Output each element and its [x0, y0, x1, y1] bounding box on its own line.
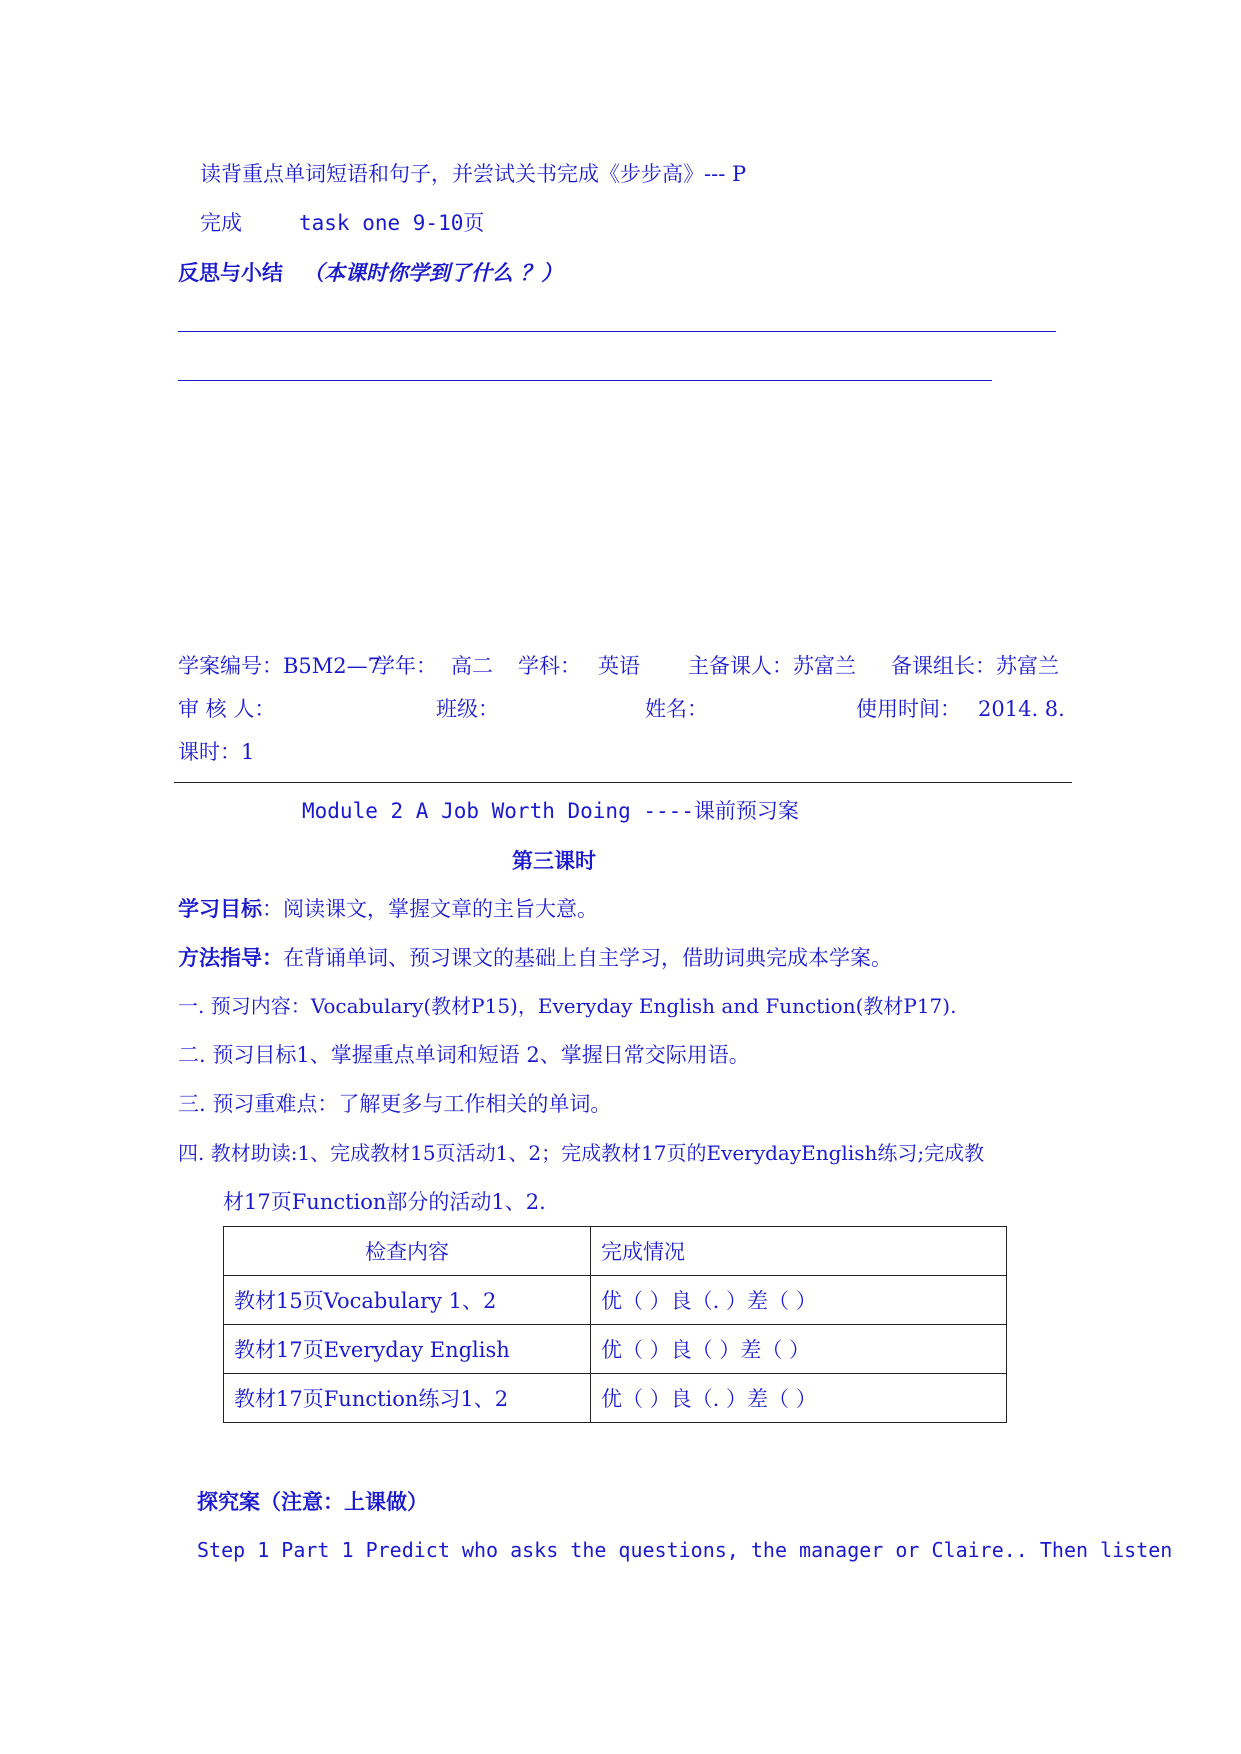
reflection-prompt: （本课时你学到了什么 ？） — [303, 260, 563, 285]
learning-goal — [178, 898, 598, 920]
table-row — [224, 1374, 1007, 1423]
explore-title: 探究案（注意：上课做） — [197, 1489, 428, 1514]
group-leader: 备课组长：苏富兰 — [891, 654, 1059, 678]
method-label: 方法指导： — [178, 945, 283, 970]
table-cell: 教材17页Everyday English — [224, 1325, 591, 1374]
goal-text: ：阅读课文，掌握文章的主旨大意。 — [262, 897, 598, 921]
table-row — [224, 1325, 1007, 1374]
usage-time-value: 2014. 8. — [978, 697, 1065, 721]
reviewer-label: 审 核 人： — [178, 697, 276, 721]
task-line: task one 9-10页 — [299, 211, 485, 235]
usage-time-label: 使用时间： — [856, 697, 961, 721]
table-header: 完成情况 — [591, 1227, 1007, 1276]
method-text: 在背诵单词、预习课文的基础上自主学习，借助词典完成本学案。 — [283, 946, 892, 970]
school-year-label: 学年： — [374, 654, 437, 678]
task-line-prefix: 完成 — [200, 211, 242, 235]
list-item: 一. 预习内容：Vocabulary(教材P15)，Everyday English and Function(教材P17). — [178, 994, 957, 1018]
case-number: 学案编号：B5M2—7 — [178, 654, 382, 678]
module-title: Module 2 A Job Worth Doing ----课前预习案 — [302, 799, 799, 823]
check-table — [223, 1226, 1007, 1423]
list-item: 二. 预习目标1、掌握重点单词和短语 2、掌握日常交际用语。 — [178, 1043, 750, 1067]
table-header: 检查内容 — [224, 1227, 591, 1276]
answer-line-1 — [178, 331, 1056, 332]
lesson-title: 第三课时 — [512, 848, 596, 873]
table-cell: 教材15页Vocabulary 1、2 — [224, 1276, 591, 1325]
table-row — [224, 1276, 1007, 1325]
subject-label: 学科： — [518, 654, 581, 678]
table-cell: 优（ ）良（. ）差（ ） — [591, 1374, 1007, 1423]
instruction-line: 读背重点单词短语和句子，并尝试关书完成《步步高》--- P — [200, 162, 747, 186]
list-item: 三. 预习重难点：了解更多与工作相关的单词。 — [178, 1092, 612, 1116]
lesson-hours: 课时：1 — [178, 740, 255, 764]
table-cell: 教材17页Function练习1、2 — [224, 1374, 591, 1423]
list-item-continued: 材17页Function部分的活动1、2. — [223, 1190, 546, 1214]
step-instruction: Step 1 Part 1 Predict who asks the questions, the manager or Claire.. Then listen — [197, 1538, 1173, 1562]
name-label: 姓名： — [645, 697, 708, 721]
list-item: 四. 教材助读:1、完成教材15页活动1、2；完成教材17页的EverydayEnglish练习;完成教 — [178, 1141, 985, 1165]
class-label: 班级： — [436, 697, 499, 721]
grade: 高二 — [451, 654, 493, 678]
subject: 英语 — [598, 654, 640, 678]
goal-label: 学习目标 — [178, 896, 262, 921]
lead-teacher: 主备课人：苏富兰 — [688, 654, 856, 678]
header-divider — [174, 782, 1072, 783]
answer-line-2 — [178, 380, 992, 381]
table-cell: 优（ ）良（ ）差（ ） — [591, 1325, 1007, 1374]
table-cell: 优（ ）良（. ）差（ ） — [591, 1276, 1007, 1325]
reflection-label: 反思与小结 — [178, 260, 283, 285]
table-header-row — [224, 1227, 1007, 1276]
method-guidance — [178, 947, 892, 969]
